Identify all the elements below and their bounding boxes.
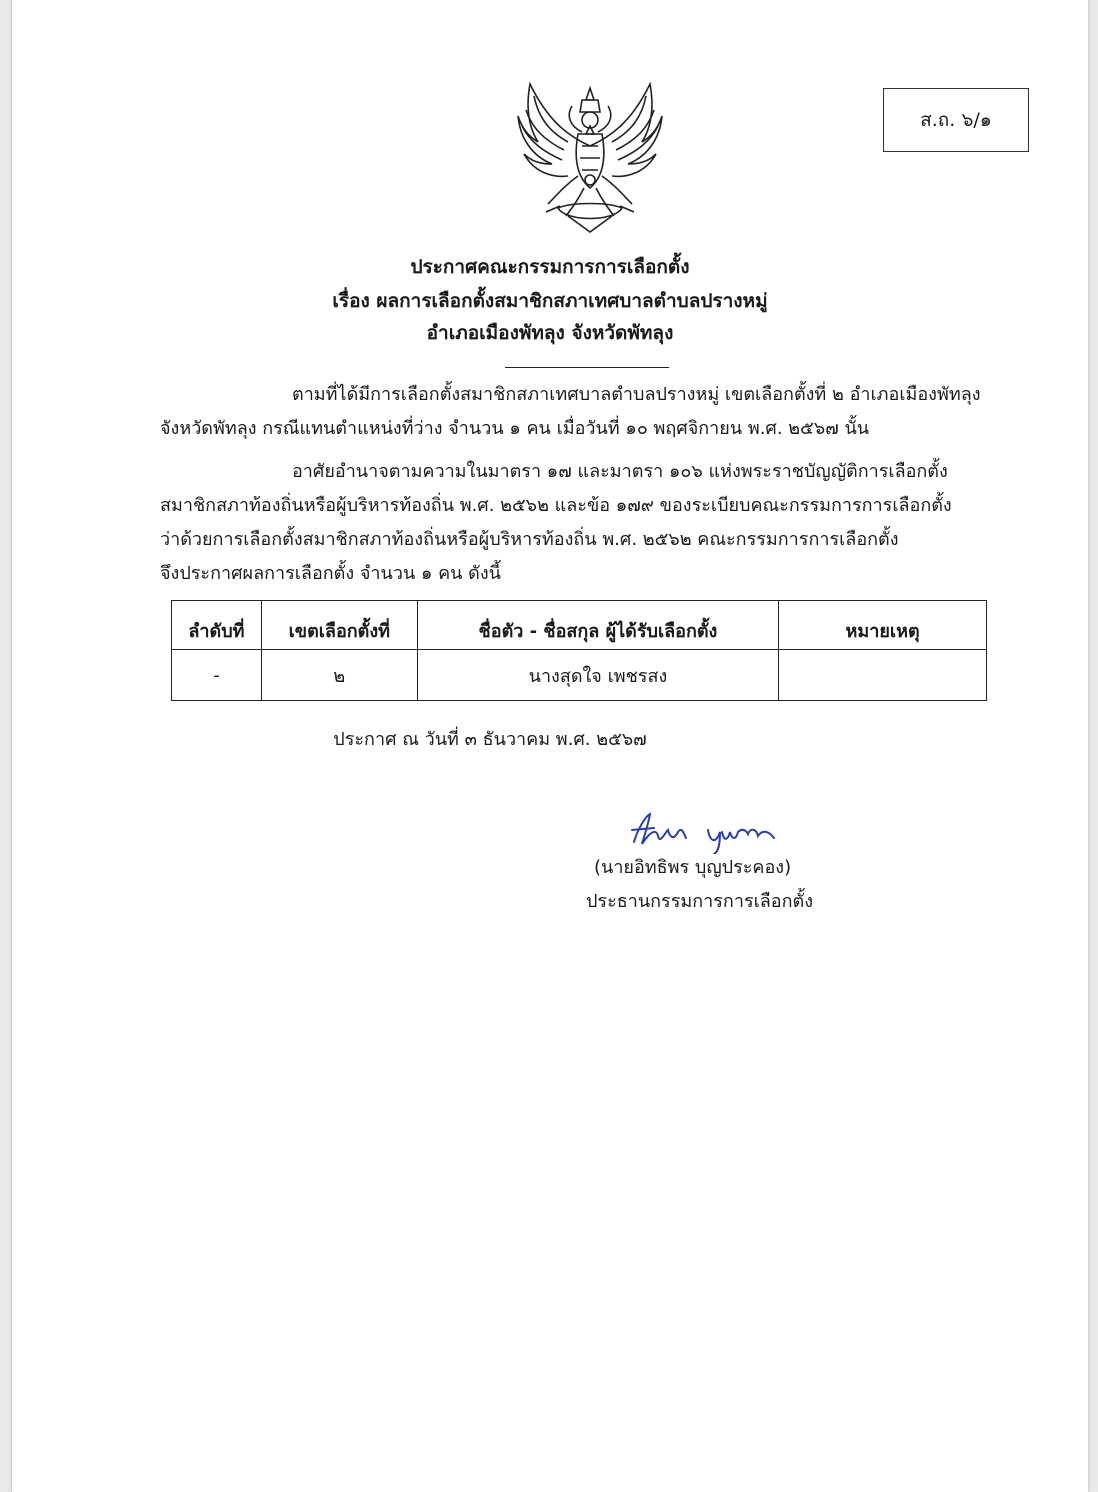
paragraph-1-line-1: ตามที่ได้มีการเลือกตั้งสมาชิกสภาเทศบาลตำบลปรางหมู่ เขตเลือกตั้งที่ ๒ อำเภอเมืองพัทลุง [292, 384, 981, 405]
cell-remark [779, 650, 987, 701]
paragraph-2-line-1: อาศัยอำนาจตามความในมาตรา ๑๗ และมาตรา ๑๐๖ แห่งพระราชบัญญัติการเลือกตั้ง [292, 461, 948, 482]
title-divider [505, 367, 669, 368]
paragraph-2-line-2: สมาชิกสภาท้องถิ่นหรือผู้บริหารท้องถิ่น พ.ศ. ๒๕๖๒ และข้อ ๑๗๙ ของระเบียบคณะกรรมการการเลือกตั้ง [160, 495, 952, 516]
handwritten-signature [624, 808, 784, 854]
cell-order: - [172, 650, 262, 701]
title-line-3: อำเภอเมืองพัทลุง จังหวัดพัทลุง [426, 322, 674, 344]
form-code: ส.ถ. ๖/๑ [920, 109, 992, 131]
announce-date: ประกาศ ณ วันที่ ๓ ธันวาคม พ.ศ. ๒๕๖๗ [333, 729, 647, 750]
results-table [171, 600, 987, 701]
header-remark: หมายเหตุ [779, 601, 987, 650]
paragraph-1-line-2: จังหวัดพัทลุง กรณีแทนตำแหน่งที่ว่าง จำนวน ๑ คน เมื่อวันที่ ๑๐ พฤศจิกายน พ.ศ. ๒๕๖๗ นั้น [160, 418, 870, 439]
header-district: เขตเลือกตั้งที่ [261, 601, 417, 650]
signer-name: (นายอิทธิพร บุญประคอง) [594, 857, 792, 878]
form-code-box [883, 88, 1029, 152]
cell-district: ๒ [261, 650, 417, 701]
table-row [172, 650, 987, 701]
header-name: ชื่อตัว - ชื่อสกุล ผู้ได้รับเลือกตั้ง [417, 601, 778, 650]
paragraph-2 [160, 455, 992, 591]
title-line-1: ประกาศคณะกรรมการการเลือกตั้ง [410, 256, 690, 278]
title-line-2: เรื่อง ผลการเลือกตั้งสมาชิกสภาเทศบาลตำบลปรางหมู่ [332, 290, 768, 312]
signer-title: ประธานกรรมการการเลือกตั้ง [586, 891, 813, 912]
garuda-emblem [508, 76, 672, 236]
table-header-row [172, 601, 987, 650]
cell-name: นางสุดใจ เพชรสง [417, 650, 778, 701]
paragraph-1 [160, 378, 992, 446]
header-order: ลำดับที่ [172, 601, 262, 650]
paragraph-2-line-4: จึงประกาศผลการเลือกตั้ง จำนวน ๑ คน ดังนี้ [160, 563, 501, 584]
paragraph-2-line-3: ว่าด้วยการเลือกตั้งสมาชิกสภาท้องถิ่นหรือผู้บริหารท้องถิ่น พ.ศ. ๒๕๖๒ คณะกรรมการการเลือกตั้ง [160, 529, 899, 550]
document-page [12, 0, 1088, 1492]
